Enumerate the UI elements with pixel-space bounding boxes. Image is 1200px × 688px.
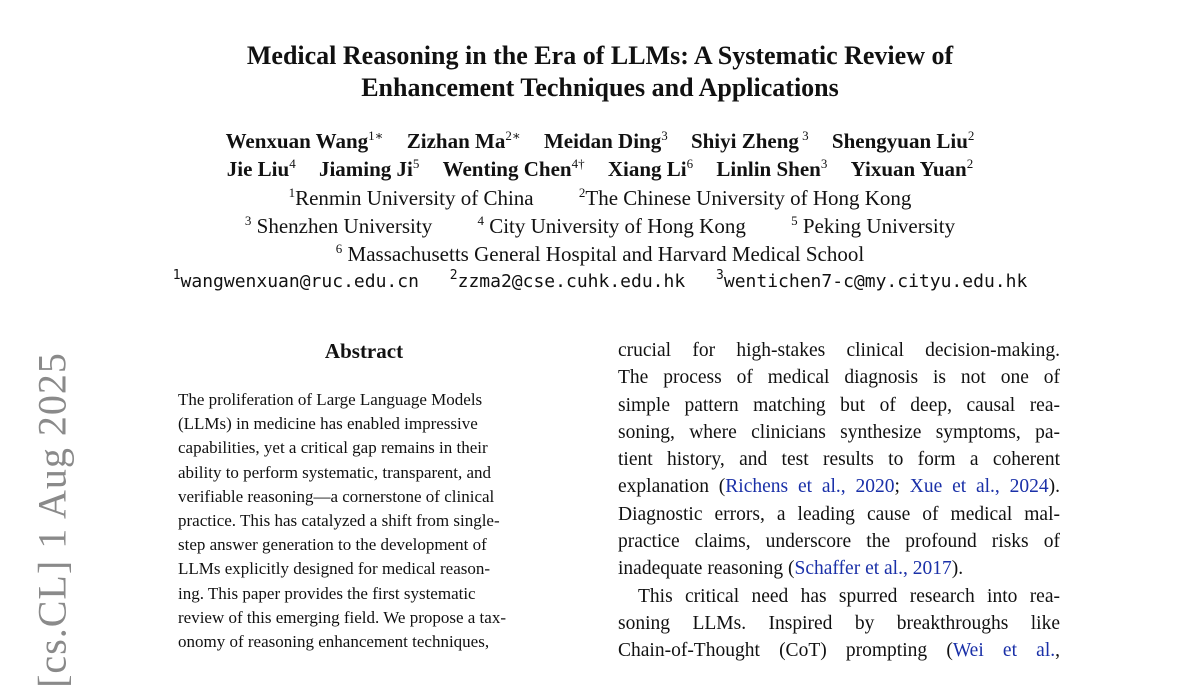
abstract-line: step answer generation to the development of [178, 535, 487, 555]
body-line: This critical need has spurred research into rea- [638, 585, 1060, 607]
affiliation: $^2$The Chinese University of Hong Kong [578, 185, 912, 210]
author: Yixuan Yuan$^2$ [850, 156, 974, 181]
body-line: Diagnostic errors, a leading cause of medical mal- [618, 503, 1060, 525]
author: Wenxuan Wang$^{1∗}$ [225, 128, 384, 153]
abstract-line: verifiable reasoning—a cornerstone of clinical [178, 486, 495, 506]
author-row-2 [100, 155, 1100, 183]
abstract-heading: Abstract [324, 339, 404, 363]
body-line: simple pattern matching but of deep, causal rea- [618, 394, 1060, 416]
affiliation-row-1 [100, 184, 1100, 212]
title-line-1: Medical Reasoning in the Era of LLMs: A Systematic Review of [246, 41, 954, 70]
email-address: $^2$zzma2@cse.cuhk.edu.hk [449, 268, 686, 292]
abstract-line: ing. This paper provides the first systematic [178, 583, 476, 603]
body-line: The process of medical diagnosis is not one of [618, 367, 1060, 389]
email-list [60, 268, 1140, 296]
body-line: soning, where clinicians synthesize symptoms, pa- [618, 421, 1060, 443]
abstract-line: LLMs explicitly designed for medical reason- [178, 559, 491, 579]
author: Jie Liu$^4$ [226, 156, 296, 181]
citation-link[interactable]: Xue et al., 2024 [909, 476, 1049, 498]
affiliation: $^5$ Peking University [791, 213, 956, 238]
affiliation-list [100, 184, 1100, 268]
affiliation-row-2 [100, 212, 1100, 240]
body-line: inadequate reasoning (Schaffer et al., 2017). [618, 558, 964, 580]
affiliation: $^4$ City University of Hong Kong [477, 213, 746, 238]
author: Xiang Li$^6$ [607, 156, 694, 181]
abstract-line: The proliferation of Large Language Models [178, 390, 483, 409]
author-list [100, 127, 1100, 183]
paper-title [150, 40, 1050, 104]
author-row-1 [100, 127, 1100, 155]
abstract-line: ability to perform systematic, transparent, and [178, 462, 491, 482]
email-address: $^3$wentichen7-c@my.cityu.edu.hk [716, 268, 1028, 292]
author: Zizhan $Ma^{2∗}$ [406, 128, 521, 153]
abstract-line: onomy of reasoning enhancement techniques, [178, 632, 490, 652]
affiliation: $^1$Renmin University of China [288, 185, 534, 210]
abstract-line: review of this emerging field. We propose a tax- [178, 607, 506, 627]
abstract-line: practice. This has catalyzed a shift from single- [178, 511, 500, 531]
affiliation-row-3 [100, 240, 1100, 268]
body-line: crucial for high-stakes clinical decision-making. [618, 340, 1060, 361]
abstract-line: (LLMs) in medicine has enabled impressive [178, 414, 478, 434]
body-line: tient history, and test results to form a coherent [618, 449, 1060, 471]
affiliation: $^6$ Massachusetts General Hospital and Harvard Medical School [335, 241, 865, 266]
body-line: Chain-of-Thought (CoT) prompting (Wei et al., [618, 640, 1060, 662]
author: Linlin Shen$^3$ [716, 156, 828, 181]
author: Jiaming Ji$^5$ [318, 156, 420, 181]
author: Wenting Chen$^{4\dagger}$ [442, 156, 585, 181]
title-line-2: Enhancement Techniques and Applications [361, 73, 839, 102]
body-line: practice claims, underscore the profound risks of [618, 531, 1060, 553]
author: Shengyuan Liu$^2$ [831, 128, 975, 153]
citation-link[interactable]: Schaffer et al., 2017 [794, 558, 952, 580]
arxiv-stamp: [cs.CL] 1 Aug 2025 [29, 352, 75, 688]
citation-link[interactable]: Richens et al., 2020 [725, 476, 895, 498]
body-line: soning LLMs. Inspired by breakthroughs like [618, 612, 1060, 634]
abstract-body [178, 388, 550, 654]
citation-link[interactable]: Wei et al. [952, 640, 1056, 662]
email-address: $^1$wangwenxuan@ruc.edu.cn [172, 268, 419, 292]
abstract-line: capabilities, yet a critical gap remains in their [178, 438, 488, 458]
author: Meidan Ding$^3$ [543, 128, 668, 153]
author: Shiyi Zheng $^3$ [690, 128, 809, 153]
body-line: explanation (Richens et al., 2020; Xue et al., 2024). [618, 476, 1060, 498]
intro-column [618, 337, 1060, 665]
affiliation: $^3$ Shenzhen University [244, 213, 433, 238]
